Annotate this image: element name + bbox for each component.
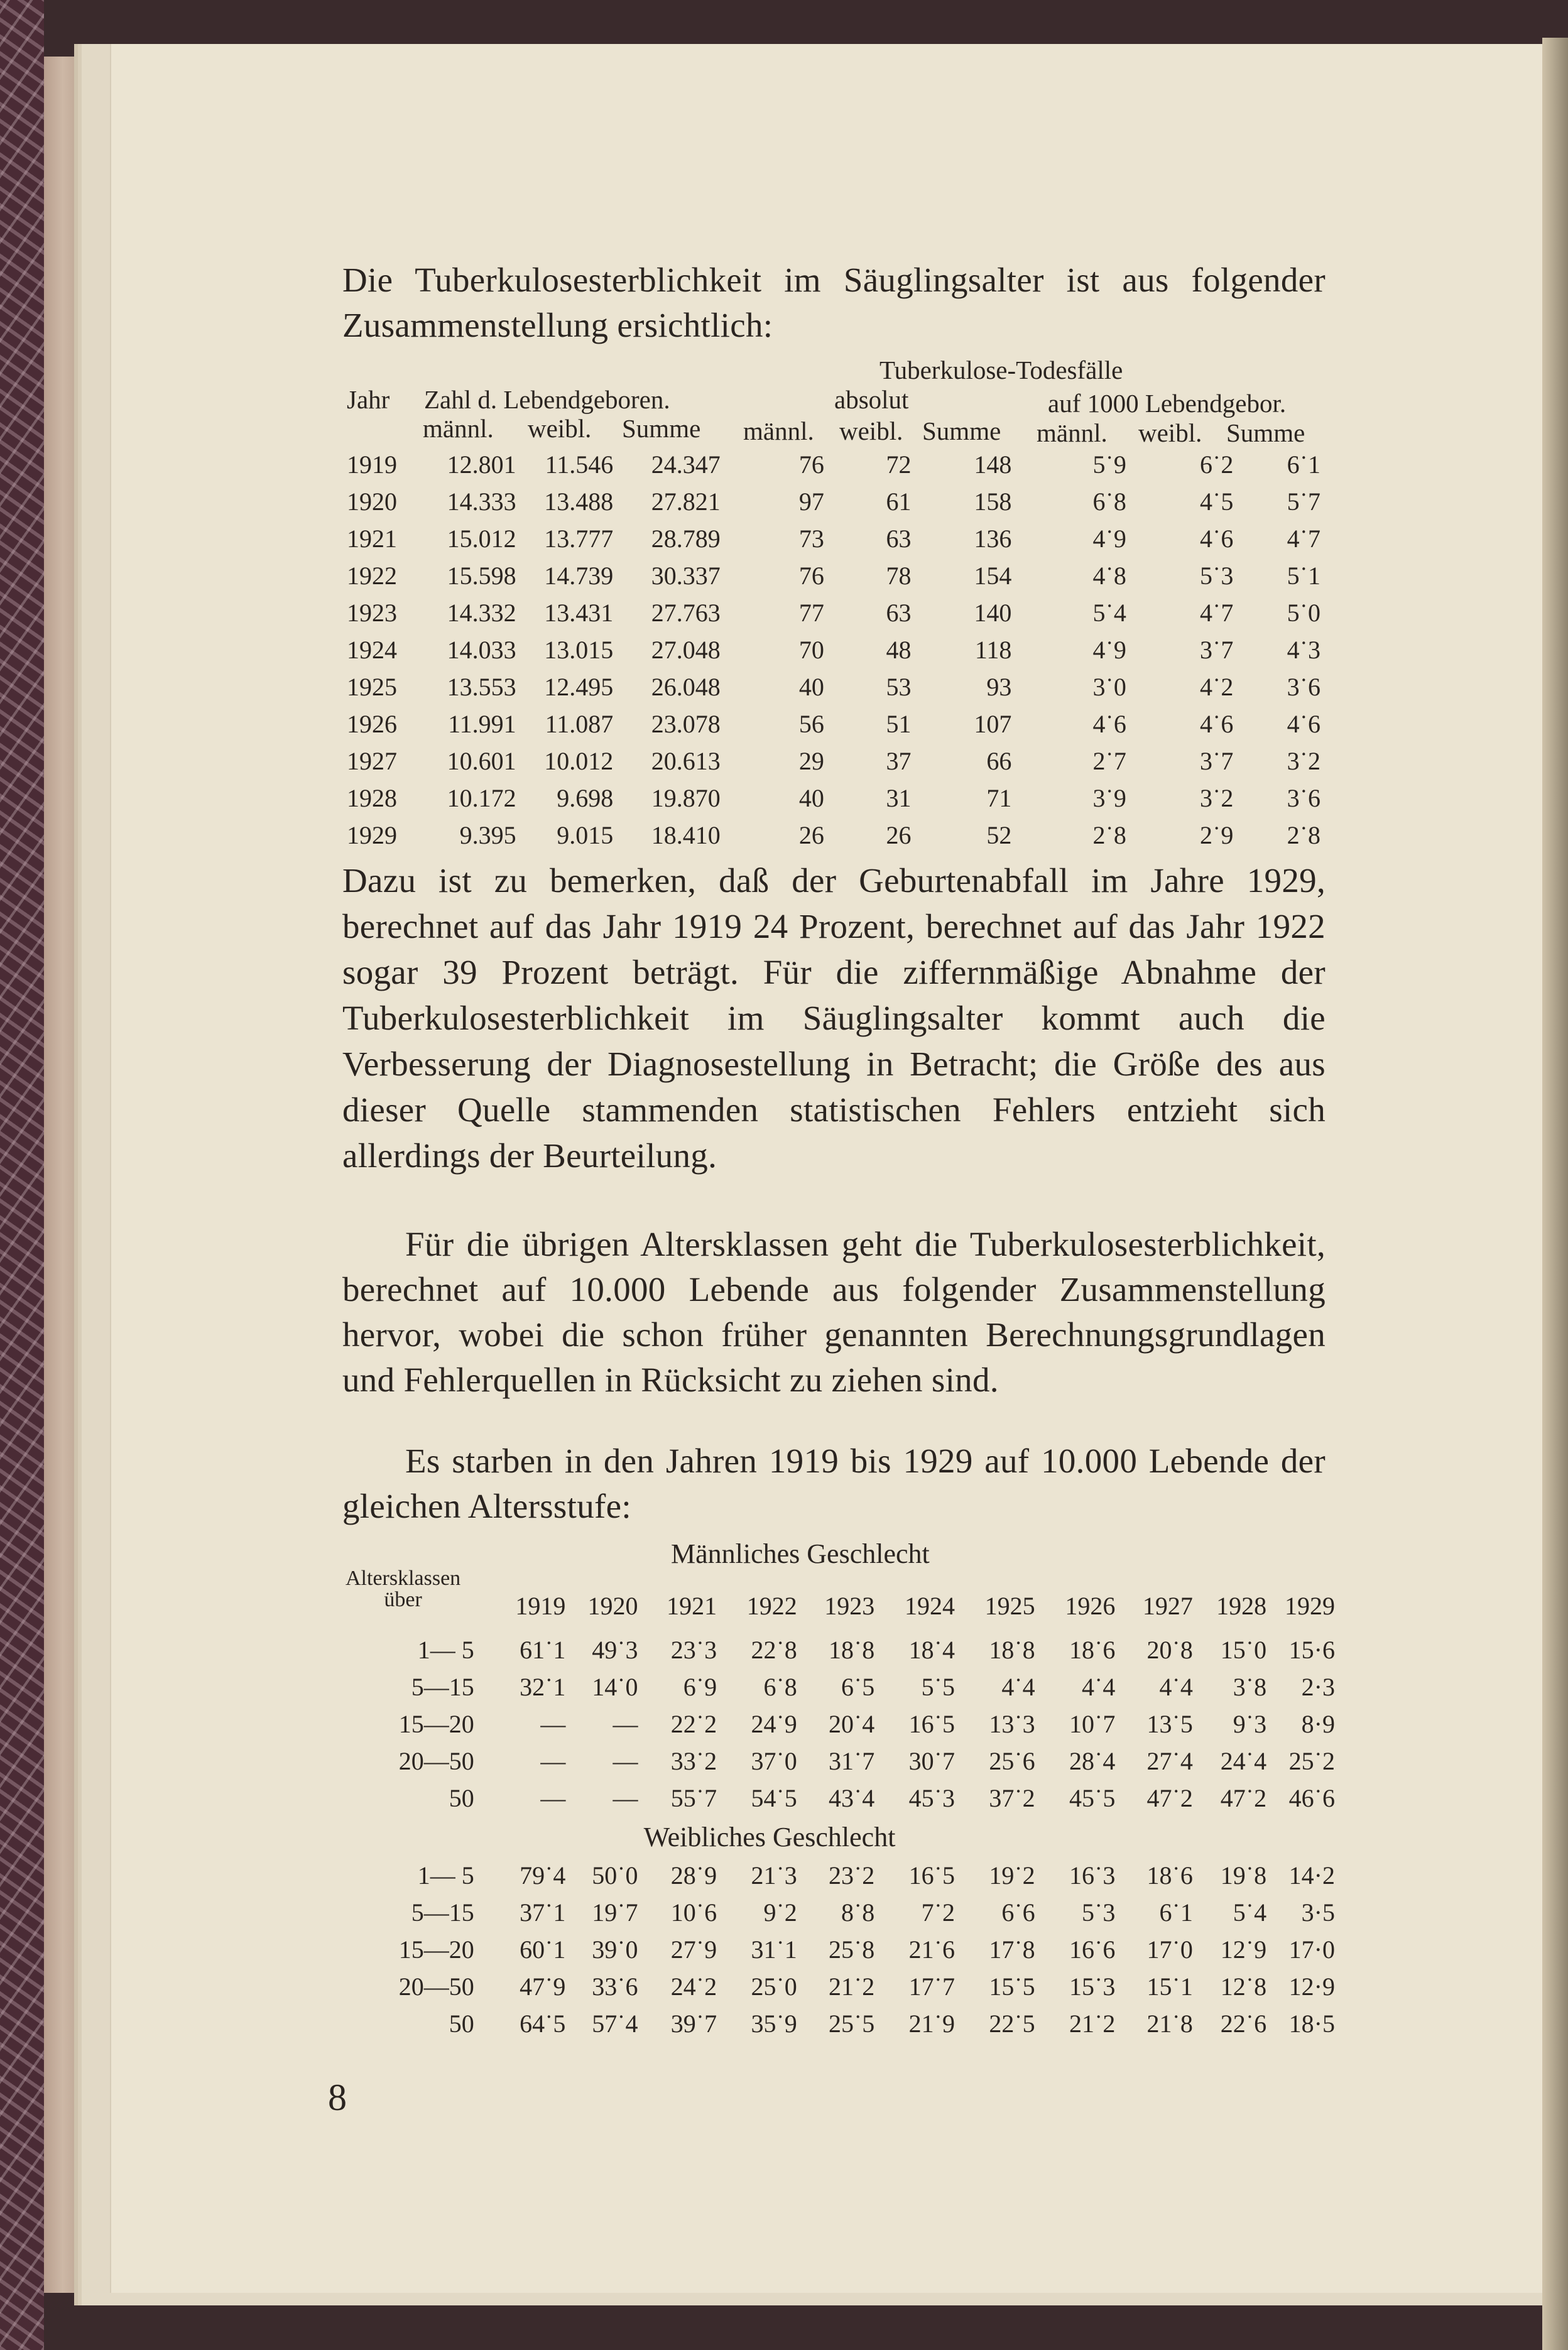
table1-cell: 9.015: [557, 821, 614, 849]
table1-row: [347, 743, 1333, 780]
table2-cell: 16˙3: [1069, 1861, 1116, 1890]
table1-cell: 140: [974, 599, 1012, 627]
table1-year-cell: 1927: [347, 747, 397, 775]
table1-cell: 52: [986, 821, 1012, 849]
table1-cell: 14.033: [447, 636, 516, 664]
table1-cell: 10.601: [447, 747, 516, 775]
table2-age-class-cell: 1— 5: [417, 1636, 474, 1664]
table1-cell: 66: [986, 747, 1012, 775]
table1-cell: 72: [886, 450, 912, 479]
table2-cell: 17˙7: [908, 1972, 955, 2001]
table2-cell: 6˙9: [683, 1673, 717, 1701]
table1-cell: 5˙7: [1287, 487, 1320, 516]
table1-cell: 5˙0: [1287, 599, 1320, 627]
table2-cell: 18˙6: [1069, 1636, 1116, 1664]
table1-cell: 56: [798, 710, 824, 738]
table2-cell: 60˙1: [520, 1935, 566, 1964]
table1-cell: 5˙3: [1200, 562, 1234, 590]
table1-cell: 71: [986, 784, 1012, 812]
table2-cell: 16˙6: [1069, 1935, 1116, 1964]
table1-cell: 14.333: [447, 487, 516, 516]
table1-cell: 4˙3: [1287, 636, 1320, 664]
table1-cell: 23.078: [651, 710, 721, 738]
table2-cell: 15˙0: [1220, 1636, 1267, 1664]
table1-cell: 13.431: [544, 599, 614, 627]
table1-cell: 4˙6: [1200, 525, 1234, 553]
table1-cell: 3˙9: [1092, 784, 1126, 812]
table1-row: [347, 817, 1333, 854]
table1-cell: 5˙1: [1287, 562, 1320, 590]
table2-cell: 12˙8: [1220, 1972, 1267, 2001]
table2-cell: 21˙9: [908, 2010, 955, 2038]
table2-cell: 64˙5: [520, 2010, 566, 2038]
table1-cell: 4˙9: [1092, 636, 1126, 664]
table2-cell: 10˙6: [670, 1898, 717, 1927]
table1-cell: 30.337: [651, 562, 721, 590]
intro-paragraph: Die Tuberkulosesterblichkeit im Säuglingsalter ist aus folgender Zusammenstellung ersichtlich:: [342, 261, 1326, 344]
table2-cell: 15˙5: [989, 1972, 1035, 2001]
table2-cell: 33˙2: [670, 1747, 717, 1775]
table2-cell: 17˙8: [989, 1935, 1035, 1964]
table2-cell: 21˙2: [1069, 2010, 1116, 2038]
table1-cell: 18.410: [651, 821, 721, 849]
table2-cell: 21˙3: [751, 1861, 797, 1890]
table2-cell: 32˙1: [520, 1673, 566, 1701]
table2-corner: [349, 1580, 487, 1631]
table1-cell: 26: [886, 821, 912, 849]
table2-cell: 22˙5: [989, 2010, 1035, 2038]
table2-cell: 25˙5: [828, 2010, 875, 2038]
table1-cell: 13.777: [544, 525, 614, 553]
table2-year-header: 1928: [1216, 1591, 1267, 1620]
table2-female-header: Weibliches Geschlecht: [643, 1821, 896, 1852]
table2-cell: 17˙0: [1146, 1935, 1193, 1964]
table2-male-row: [349, 1705, 1335, 1743]
table2-female-header-row: [349, 1817, 1335, 1857]
table2-male-header: Männliches Geschlecht: [671, 1538, 930, 1569]
table2-cell: 25˙2: [1288, 1747, 1335, 1775]
table1-cell: 10.012: [544, 747, 614, 775]
table2-cell: 3˙8: [1233, 1673, 1267, 1701]
table1-cell: 76: [798, 450, 824, 479]
table1-sub-maennl-2: männl.: [743, 416, 814, 445]
table2-age-header-line1: Altersklassen: [346, 1567, 461, 1590]
table1-cell: 24.347: [651, 450, 721, 479]
table2-age-class-cell: 50: [449, 2010, 474, 2038]
table1-row: [347, 705, 1333, 743]
table1-year-cell: 1925: [347, 673, 397, 701]
table2-cell: 18·5: [1288, 2010, 1335, 2038]
table2-cell: 4˙4: [1001, 1673, 1035, 1701]
table2-age-class-cell: 15—20: [398, 1710, 474, 1738]
table1-cell: 3˙7: [1200, 747, 1234, 775]
table2-year-header: 1920: [587, 1591, 638, 1620]
table1-cell: 2˙8: [1287, 821, 1320, 849]
table1-group-header: Tuberkulose-Todesfälle: [879, 356, 1123, 384]
table2-cell: 15˙1: [1146, 1972, 1193, 2001]
table2-cell: 24˙4: [1220, 1747, 1267, 1775]
table1-cell: 118: [974, 636, 1012, 664]
table1-row: [347, 520, 1333, 557]
table2-age-header-line2: über: [384, 1588, 422, 1611]
table1-year-cell: 1926: [347, 710, 397, 738]
table1-sub-summe-3: Summe: [1226, 418, 1305, 447]
table1-cell: 154: [974, 562, 1012, 590]
table1-sub-weibl-1: weibl.: [528, 414, 592, 443]
table2-cell: 37˙2: [989, 1784, 1035, 1812]
table2-male-row: [349, 1743, 1335, 1780]
table1-cell: 148: [974, 450, 1012, 479]
table2-cell: 7˙2: [921, 1898, 955, 1927]
table2-cell: 15·6: [1288, 1636, 1335, 1664]
table2-year-header: 1925: [984, 1591, 1035, 1620]
table1-sub-maennl-1: männl.: [423, 414, 494, 443]
table1-col-absolut: absolut: [834, 385, 909, 414]
table1-year-cell: 1920: [347, 487, 397, 516]
table2-cell: 18˙4: [908, 1636, 955, 1664]
table1-cell: 3˙6: [1287, 784, 1320, 812]
table1-year-cell: 1922: [347, 562, 397, 590]
table1-cell: 4˙5: [1200, 487, 1234, 516]
table2-cell: 5˙4: [1233, 1898, 1267, 1927]
table1-cell: 13.488: [544, 487, 614, 516]
table1-cell: 3˙6: [1287, 673, 1320, 701]
table1-cell: 12.801: [447, 450, 516, 479]
table2-age-class-cell: 5—15: [411, 1898, 474, 1927]
table1-row: [347, 446, 1333, 483]
table2-cell: 5˙5: [921, 1673, 955, 1701]
table2-cell: 18˙6: [1146, 1861, 1193, 1890]
table2-cell: 10˙7: [1069, 1710, 1116, 1738]
table2-cell: 25˙0: [751, 1972, 797, 2001]
table2-cell: 47˙2: [1220, 1784, 1267, 1812]
table1-cell: 28.789: [651, 525, 721, 553]
table2-cell: 3·5: [1301, 1898, 1335, 1927]
table2-cell: 49˙3: [592, 1636, 638, 1664]
table1-cell: 11.546: [545, 450, 614, 479]
table1-cell: 77: [798, 599, 824, 627]
table1-cell: 2˙7: [1092, 747, 1126, 775]
table1-year-cell: 1919: [347, 450, 397, 479]
table2-cell: —: [540, 1747, 566, 1775]
table2-cell: 39˙7: [670, 2010, 717, 2038]
table1-cell: 63: [886, 525, 912, 553]
table2-cell: 25˙6: [989, 1747, 1035, 1775]
table1-sub-weibl-3: weibl.: [1138, 418, 1202, 447]
table2-cell: 19˙8: [1220, 1861, 1267, 1890]
table2-age-class-cell: 1— 5: [417, 1861, 474, 1890]
table2-cell: 24˙2: [670, 1972, 717, 2001]
table1-cell: 11.087: [545, 710, 614, 738]
table2-cell: 35˙9: [751, 2010, 797, 2038]
table1-cell: 76: [798, 562, 824, 590]
table1-cell: 13.015: [544, 636, 614, 664]
table1-cell: 3˙7: [1200, 636, 1234, 664]
table1-cell: 2˙9: [1200, 821, 1234, 849]
table1-sub-weibl-2: weibl.: [839, 416, 903, 445]
table1-cell: 15.598: [447, 562, 516, 590]
table2-cell: 4˙4: [1082, 1673, 1116, 1701]
table1-cell: 4˙8: [1092, 562, 1126, 590]
table2-cell: 8·9: [1301, 1710, 1335, 1738]
table1-cell: 27.763: [651, 599, 721, 627]
table1-cell: 27.048: [651, 636, 721, 664]
table2-cell: 23˙3: [670, 1636, 717, 1664]
table2-year-header: 1927: [1142, 1591, 1193, 1620]
table1-cell: 26: [798, 821, 824, 849]
table1-cell: 97: [798, 487, 824, 516]
table1-row: [347, 594, 1333, 631]
table2-cell: 20˙4: [828, 1710, 875, 1738]
table2-year-header: 1929: [1285, 1591, 1335, 1620]
table1-cell: 19.870: [651, 784, 721, 812]
table2-year-header: 1922: [746, 1591, 797, 1620]
table1-row: [347, 668, 1333, 705]
table1-year-cell: 1929: [347, 821, 397, 849]
table1-cell: 27.821: [651, 487, 721, 516]
table2-cell: 6˙1: [1159, 1898, 1193, 1927]
table2-year-header: 1923: [824, 1591, 875, 1620]
table2-cell: 15˙3: [1069, 1972, 1116, 2001]
table2-cell: 6˙6: [1001, 1898, 1035, 1927]
table1-cell: 14.332: [447, 599, 516, 627]
table2-cell: 4˙4: [1159, 1673, 1193, 1701]
table1-cell: 78: [886, 562, 912, 590]
table2-age-class-cell: 5—15: [411, 1673, 474, 1701]
table2-cell: —: [612, 1747, 638, 1775]
table2-cell: 22˙6: [1220, 2010, 1267, 2038]
table1-year-cell: 1924: [347, 636, 397, 664]
table2-cell: 21˙6: [908, 1935, 955, 1964]
table2-year-header: 1926: [1065, 1591, 1116, 1620]
table2-age-class-cell: 50: [449, 1784, 474, 1812]
table2-cell: 19˙2: [989, 1861, 1035, 1890]
table-adult-tuberculosis: [349, 1580, 1335, 2042]
table1-cell: 4˙7: [1287, 525, 1320, 553]
table2-age-class-cell: 15—20: [398, 1935, 474, 1964]
table2-cell: 43˙4: [828, 1784, 875, 1812]
table2-female-row: [349, 1968, 1335, 2005]
table2-cell: 33˙6: [592, 1972, 638, 2001]
table1-cell: 107: [974, 710, 1012, 738]
table2-cell: 50˙0: [592, 1861, 638, 1890]
table1-cell: 13.553: [447, 673, 516, 701]
table2-year-header: 1919: [515, 1591, 566, 1620]
table2-cell: 46˙6: [1288, 1784, 1335, 1812]
table2-cell: 28˙9: [670, 1861, 717, 1890]
table1-cell: 6˙1: [1287, 450, 1320, 479]
table2-female-row: [349, 1931, 1335, 1968]
table1-cell: 10.172: [447, 784, 516, 812]
table2-cell: 37˙0: [751, 1747, 797, 1775]
table2-cell: 37˙1: [520, 1898, 566, 1927]
table1-cell: 12.495: [544, 673, 614, 701]
table1-sub-summe-1: Summe: [622, 414, 701, 443]
table1-cell: 40: [798, 673, 824, 701]
table2-cell: 27˙4: [1146, 1747, 1193, 1775]
table1-cell: 53: [886, 673, 912, 701]
table1-cell: 3˙0: [1092, 673, 1126, 701]
table2-cell: 5˙3: [1082, 1898, 1116, 1927]
table2-male-row: [349, 1780, 1335, 1817]
table1-cell: 4˙9: [1092, 525, 1126, 553]
table1-cell: 4˙6: [1200, 710, 1234, 738]
table1-cell: 9.698: [557, 784, 614, 812]
table2-cell: —: [540, 1710, 566, 1738]
table1-cell: 158: [974, 487, 1012, 516]
table1-cell: 48: [886, 636, 912, 664]
table1-cell: 9.395: [459, 821, 516, 849]
table2-cell: 12˙9: [1220, 1935, 1267, 1964]
table2-cell: 19˙7: [592, 1898, 638, 1927]
table2-cell: 79˙4: [520, 1861, 566, 1890]
table2-cell: 9˙2: [763, 1898, 797, 1927]
table2-cell: 25˙8: [828, 1935, 875, 1964]
table2-cell: 39˙0: [592, 1935, 638, 1964]
table2-cell: 54˙5: [751, 1784, 797, 1812]
table2-cell: 16˙5: [908, 1861, 955, 1890]
table1-cell: 93: [986, 673, 1012, 701]
table1-col-lebendgeboren: Zahl d. Lebendgeboren.: [424, 385, 670, 414]
table1-cell: 61: [886, 487, 912, 516]
table2-cell: 17·0: [1288, 1935, 1335, 1964]
table1-cell: 51: [886, 710, 912, 738]
table1-row: [347, 557, 1333, 594]
table1-cell: 15.012: [447, 525, 516, 553]
table1-cell: 20.613: [651, 747, 721, 775]
table2-cell: 31˙1: [751, 1935, 797, 1964]
table2-cell: 47˙9: [520, 1972, 566, 2001]
table2-female-row: [349, 1857, 1335, 1894]
table2-cell: 23˙2: [828, 1861, 875, 1890]
table1-cell: 4˙6: [1287, 710, 1320, 738]
table2-cell: —: [612, 1710, 638, 1738]
page-number: 8: [328, 2077, 347, 2118]
table2-cell: 22˙8: [751, 1636, 797, 1664]
table1-cell: 73: [798, 525, 824, 553]
table1-cell: 6˙8: [1092, 487, 1126, 516]
table1-cell: 3˙2: [1200, 784, 1234, 812]
table1-cell: 40: [798, 784, 824, 812]
table1-cell: 6˙2: [1200, 450, 1234, 479]
table1-cell: 29: [798, 747, 824, 775]
table1-cell: 4˙2: [1200, 673, 1234, 701]
table1-cell: 2˙8: [1092, 821, 1126, 849]
table2-year-header-row: [349, 1580, 1335, 1631]
table1-sub-maennl-3: männl.: [1037, 418, 1108, 447]
table2-cell: 9˙3: [1233, 1710, 1267, 1738]
table2-age-class-cell: 20—50: [398, 1747, 474, 1775]
table1-cell: 4˙6: [1092, 710, 1126, 738]
table2-cell: 22˙2: [670, 1710, 717, 1738]
table2-female-row: [349, 1894, 1335, 1931]
table1-row: [347, 780, 1333, 817]
table2-cell: 12·9: [1288, 1972, 1335, 2001]
table1-cell: 37: [886, 747, 912, 775]
table1-sub-summe-2: Summe: [922, 416, 1001, 445]
table1-cell: 70: [798, 636, 824, 664]
table1-cell: 4˙7: [1200, 599, 1234, 627]
table-infant-tuberculosis: [347, 446, 1333, 854]
table2-cell: 13˙3: [989, 1710, 1035, 1738]
table2-cell: 21˙2: [828, 1972, 875, 2001]
table2-cell: 55˙7: [670, 1784, 717, 1812]
paragraph-deaths-per-10000: Es starben in den Jahren 1919 bis 1929 auf 10.000 Lebende der gleichen Altersstufe:: [342, 1442, 1326, 1525]
table2-cell: 14˙0: [592, 1673, 638, 1701]
table1-cell: 26.048: [651, 673, 721, 701]
table2-cell: 14·2: [1288, 1861, 1335, 1890]
table2-year-header: 1924: [904, 1591, 955, 1620]
table2-cell: 20˙8: [1146, 1636, 1193, 1664]
paragraph-birth-decline: Dazu ist zu bemerken, daß der Geburtenabfall im Jahre 1929, berechnet auf das Jahr 1919 24 Prozent, berechnet auf das Jahr 1922 sogar 39 Prozent beträgt. Für die ziffernmäßige Abnahme der Tuberkulosesterblichkeit im Säuglingsalter kommt auch die Verbesserung der Diagnosestellung in Betracht; die Größe des aus dieser Quelle stammenden statistischen Fehlers entzieht sich allerdings der Beurteilung.: [342, 861, 1326, 1175]
table1-year-cell: 1921: [347, 525, 397, 553]
table2-cell: 47˙2: [1146, 1784, 1193, 1812]
table2-year-header: 1921: [667, 1591, 717, 1620]
table1-cell: 63: [886, 599, 912, 627]
table2-male-row: [349, 1631, 1335, 1668]
table2-cell: 57˙4: [592, 2010, 638, 2038]
table1-col-jahr: Jahr: [347, 385, 390, 414]
table2-cell: 31˙7: [828, 1747, 875, 1775]
table2-cell: 61˙1: [520, 1636, 566, 1664]
table1-col-auf1000: auf 1000 Lebendgebor.: [1048, 389, 1287, 418]
table2-cell: 45˙3: [908, 1784, 955, 1812]
table2-age-class-cell: 20—50: [398, 1972, 474, 2001]
table2-cell: —: [540, 1784, 566, 1812]
table2-cell: 30˙7: [908, 1747, 955, 1775]
table2-cell: 6˙5: [841, 1673, 875, 1701]
table1-cell: 31: [886, 784, 912, 812]
table1-cell: 14.739: [544, 562, 614, 590]
table2-cell: 18˙8: [828, 1636, 875, 1664]
table2-cell: 6˙8: [763, 1673, 797, 1701]
table2-cell: 16˙5: [908, 1710, 955, 1738]
table2-cell: 28˙4: [1069, 1747, 1116, 1775]
table2-cell: —: [612, 1784, 638, 1812]
table2-cell: 18˙8: [989, 1636, 1035, 1664]
table1-cell: 5˙4: [1092, 599, 1126, 627]
table2-male-row: [349, 1668, 1335, 1705]
table1-year-cell: 1928: [347, 784, 397, 812]
table2-cell: 13˙5: [1146, 1710, 1193, 1738]
table1-cell: 136: [974, 525, 1012, 553]
table1-row: [347, 483, 1333, 520]
table1-cell: 5˙9: [1092, 450, 1126, 479]
table1-cell: 11.991: [448, 710, 516, 738]
table2-cell: 24˙9: [751, 1710, 797, 1738]
table2-cell: 2·3: [1301, 1673, 1335, 1701]
paragraph-other-age-classes: Für die übrigen Altersklassen geht die Tuberkulosesterblichkeit, berechnet auf 10.000 Lebende aus folgender Zusammenstellung hervor, wobei die schon früher genannten Berechnungsgrundlagen und Fehlerquellen in Rücksicht zu ziehen sind.: [342, 1225, 1326, 1399]
table1-cell: 3˙2: [1287, 747, 1320, 775]
table2-cell: 21˙8: [1146, 2010, 1193, 2038]
table1-year-cell: 1923: [347, 599, 397, 627]
table2-female-row: [349, 2005, 1335, 2042]
table1-row: [347, 631, 1333, 668]
table2-cell: 27˙9: [670, 1935, 717, 1964]
table2-cell: 45˙5: [1069, 1784, 1116, 1812]
table2-cell: 8˙8: [841, 1898, 875, 1927]
